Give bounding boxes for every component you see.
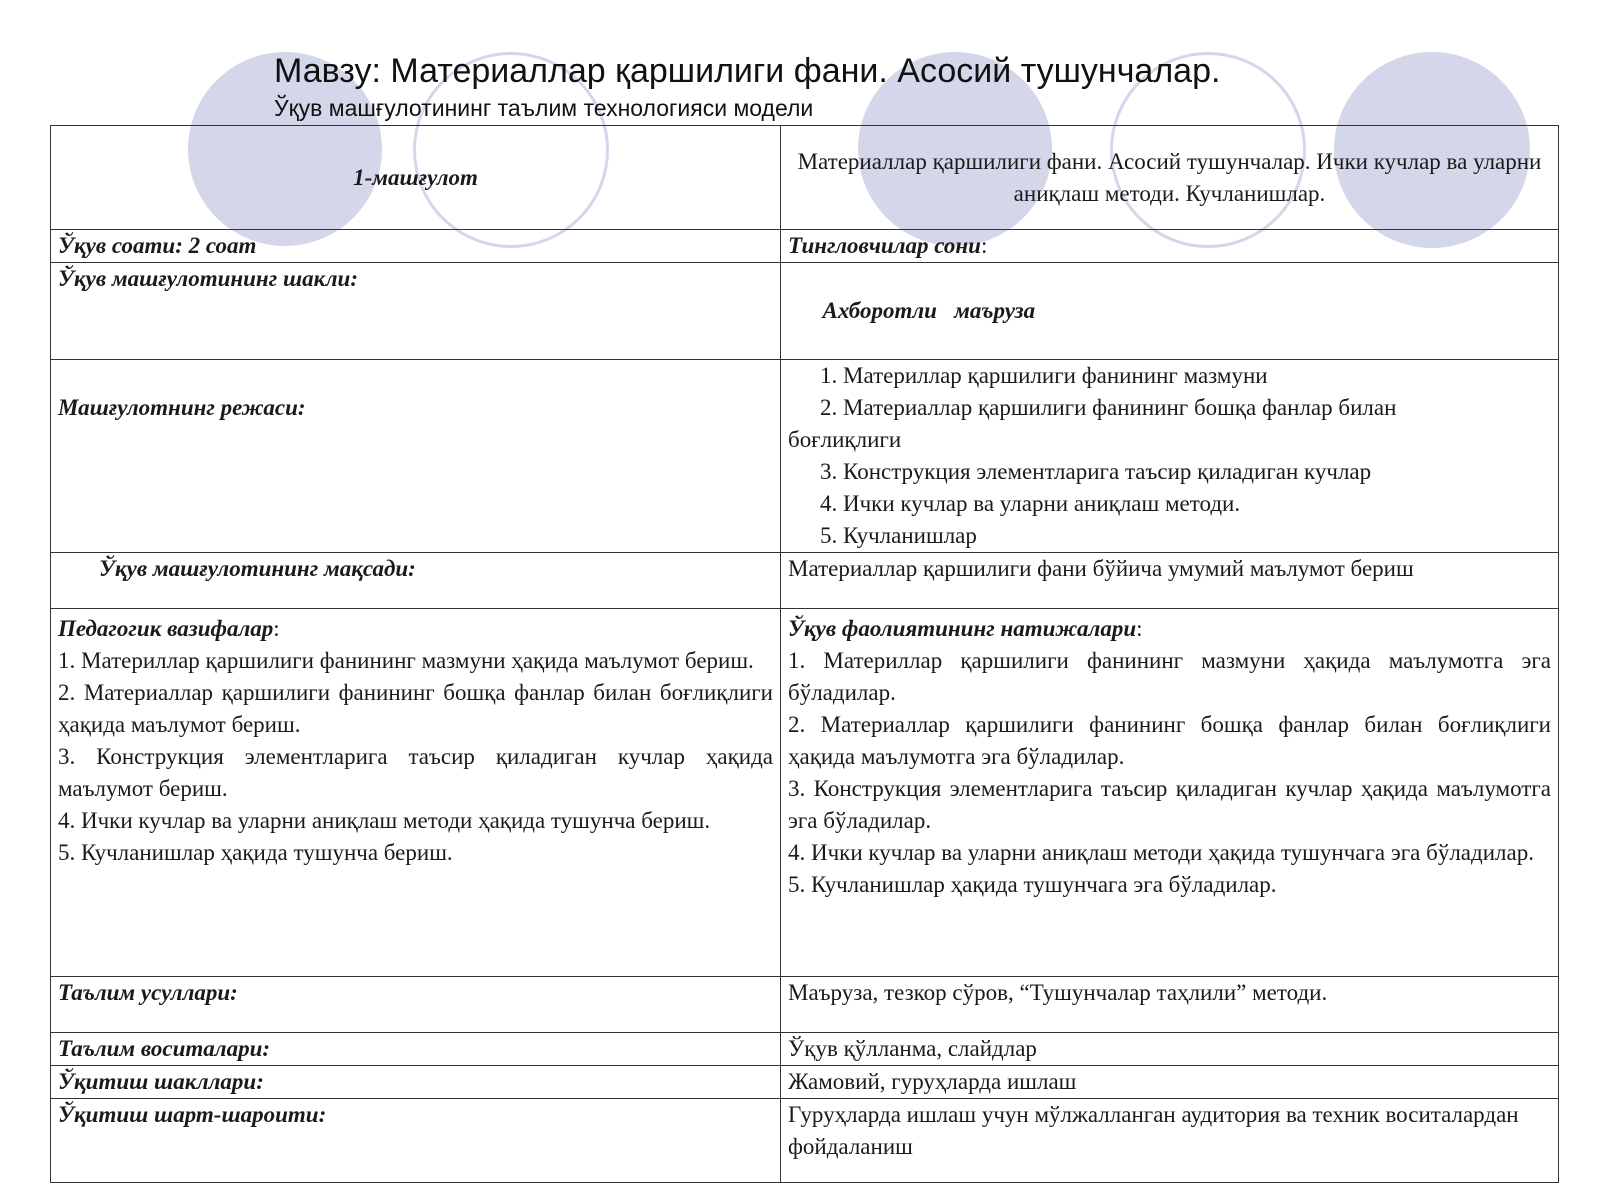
listeners-colon: : [980,233,988,258]
goal-label-cell [51,553,781,609]
goal-value: Материаллар қаршилиги фани бўйича умумий маълумот бериш [788,556,1414,581]
goal-label: Ўқув машғулотининг мақсади: [99,556,416,581]
tools-label: Таълим воситалари: [58,1036,271,1061]
conditions-label-cell [51,1099,781,1183]
form-label-cell [51,263,781,360]
listeners-label: Тингловчилар сони [788,233,981,258]
results-label: Ўқув фаолиятининг натижалари [788,616,1137,641]
conditions-label: Ўқитиш шарт-шароити: [58,1102,327,1127]
plan-label: Машғулотнинг режаси: [58,395,306,420]
task-item: 2. Материаллар қаршилиги фанининг бошқа фанлар билан боғлиқлиги ҳақида маълумот бериш. [58,680,773,737]
table-row [51,1066,1559,1099]
forms-value-cell [781,1066,1559,1099]
result-item: 5. Кучланишлар ҳақида тушунчага эга бўладилар. [788,872,1277,897]
conditions-value-cell [781,1099,1559,1183]
forms-label: Ўқитиш шакллари: [58,1069,264,1094]
methods-label: Таълим усуллари: [58,980,238,1005]
listeners-cell [781,230,1559,263]
form-label: Ўқув машғулотининг шакли: [58,266,358,291]
table-row [51,230,1559,263]
form-value-cell [781,263,1559,360]
plan-item-continuation: боғлиқлиги [788,427,902,452]
tasks-cell [51,609,781,977]
task-item: 4. Ички кучлар ва уларни аниқлаш методи ҳақида тушунча бериш. [58,808,711,833]
table-row [51,977,1559,1033]
tools-label-cell [51,1033,781,1066]
methods-value: Маъруза, тезкор сўров, “Тушунчалар таҳлили” методи. [788,980,1328,1005]
tasks-colon: : [273,616,280,641]
forms-label-cell [51,1066,781,1099]
form-value: Ахборотли маъруза [822,298,1036,323]
table-row [51,360,1559,553]
table-row [51,553,1559,609]
task-item: 5. Кучланишлар ҳақида тушунча бериш. [58,840,453,865]
tasks-label: Педагогик вазифалар [58,616,274,641]
result-item: 4. Ички кучлар ва уларни аниқлаш методи ҳақида тушунчага эга бўладилар. [788,840,1534,865]
table-row [51,126,1559,230]
goal-value-cell [781,553,1559,609]
methods-value-cell [781,977,1559,1033]
plan-label-cell [51,360,781,553]
result-item: 3. Конструкция элементларига таъсир қиладиган кучлар ҳақида маълумотга эга бўладилар. [788,776,1551,833]
tools-value: Ўқув қўлланма, слайдлар [788,1036,1037,1061]
result-item: 2. Материаллар қаршилиги фанининг бошқа фанлар билан боғлиқлиги ҳақида маълумотга эга бўладилар. [788,712,1551,769]
conditions-value: Гуруҳларда ишлаш учун мўлжалланган аудитория ва техник воситалардан фойдаланиш [788,1102,1519,1159]
hours-cell [51,230,781,263]
plan-item: 1. Материллар қаршилиги фанининг мазмуни [820,363,1268,388]
plan-items-cell [781,360,1559,553]
task-item: 3. Конструкция элементларига таъсир қиладиган кучлар ҳақида маълумот бериш. [58,744,773,801]
forms-value: Жамовий, гуруҳларда ишлаш [788,1069,1077,1094]
plan-item: 2. Материаллар қаршилиги фанининг бошқа фанлар билан [820,395,1397,420]
topic-label-cell [51,126,781,230]
tools-value-cell [781,1033,1559,1066]
hours-label: Ўқув соати: 2 соат [58,233,257,258]
plan-item: 4. Ички кучлар ва уларни аниқлаш методи. [820,491,1241,516]
topic-label: 1-машғулот [353,164,478,190]
page-subtitle: Ўқув машғулотининг таълим технологияси модели [274,95,814,121]
plan-item: 5. Кучланишлар [820,523,977,548]
methods-label-cell [51,977,781,1033]
topic-text: Материаллар қаршилиги фани. Асосий тушунчалар. Ички кучлар ва уларни аниқлаш методи. Кучланишлар. [797,148,1542,206]
lesson-plan-table [50,125,1559,1183]
plan-item: 3. Конструкция элементларига таъсир қиладиган кучлар [820,459,1372,484]
results-cell [781,609,1559,977]
topic-text-cell [781,126,1559,230]
task-item: 1. Материллар қаршилиги фанининг мазмуни ҳақида маълумот бериш. [58,648,754,673]
result-item: 1. Материллар қаршилиги фанининг мазмуни ҳақида маълумотга эга бўладилар. [788,648,1551,705]
results-colon: : [1136,616,1143,641]
table-row [51,263,1559,360]
table-row [51,1099,1559,1183]
table-row [51,1033,1559,1066]
page-title: Мавзу: Материаллар қаршилиги фани. Асосий тушунчалар. [274,52,1221,90]
table-row [51,609,1559,977]
